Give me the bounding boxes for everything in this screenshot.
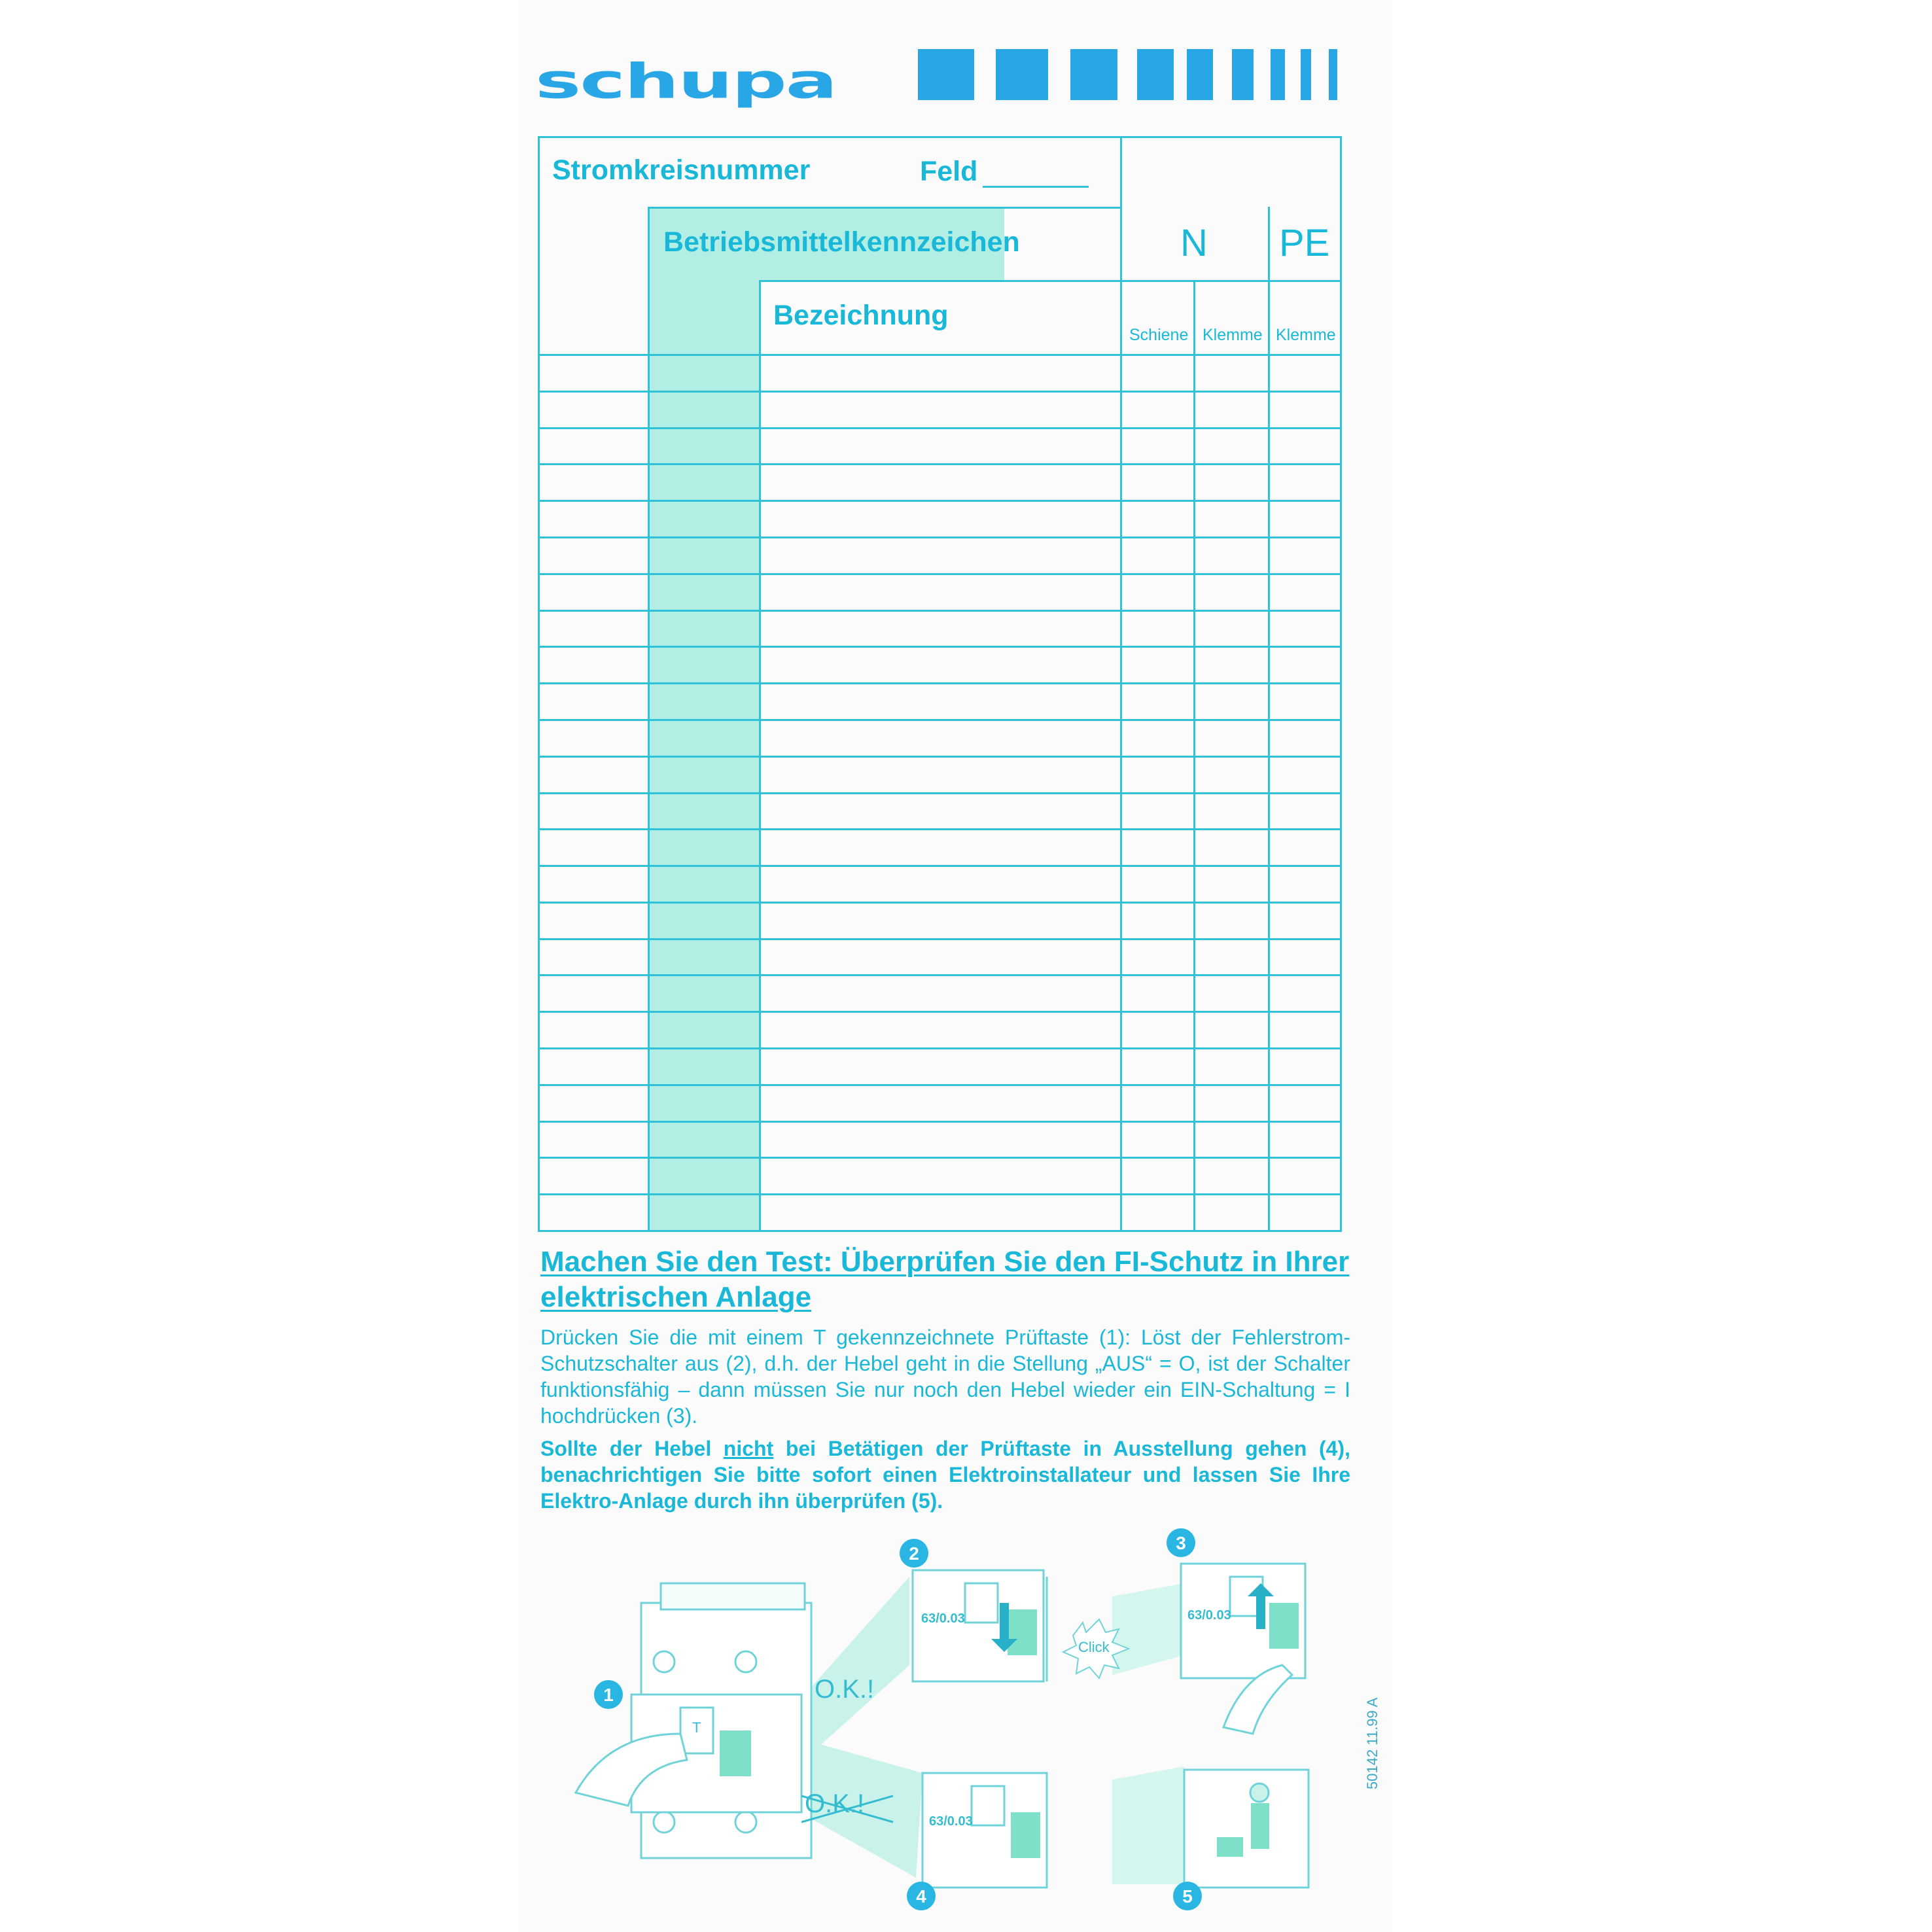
designation-label: Bezeichnung [773,300,949,331]
brand-logo: schupa [535,53,837,109]
emphasis-not: nicht [723,1437,774,1460]
neutral-terminal-label: Klemme [1203,326,1263,344]
neutral-rail-label: Schiene [1129,326,1189,344]
step-5-badge: 5 [1182,1886,1193,1906]
click-label: Click [1078,1639,1110,1655]
not-ok-label: O.K.! [805,1789,865,1818]
rcd-device-step3 [1181,1564,1305,1734]
device-rating-step2: 63/0.03 [921,1611,965,1626]
step-1-badge: 1 [603,1685,614,1705]
equipment-id-label: Betriebsmittelkennzeichen [663,226,1020,258]
test-instructions-text: Drücken Sie die mit einem T gekennzeichnete Prüftaste (1): Löst der Fehlerstrom-Schutzschalter aus (2), d.h. der Hebel geht in die Stellung „AUS“ = O, ist der Schalter funktionsfähig – dann müssen Sie nur noch den Hebel wieder ein EIN-Schaltung = I hochdrücken (3). [540,1326,1350,1428]
pe-terminal-label: Klemme [1276,326,1336,344]
field-label: Feld [920,156,978,187]
test-title: Machen Sie den Test: Überprüfen Sie den FI-Schutz in Ihrer elektrischen Anlage [540,1246,1350,1313]
step-2-badge: 2 [909,1543,919,1564]
protective-earth-label: PE [1279,222,1330,264]
device-rating-step4: 63/0.03 [929,1814,973,1829]
neutral-label: N [1180,222,1208,264]
step-4-badge: 4 [916,1886,926,1906]
test-button-symbol: T [692,1719,701,1736]
step-3-badge: 3 [1176,1533,1186,1553]
test-warning-text: Sollte der Hebel nicht bei Betätigen der Prüftaste in Ausstellung gehen (4), benachrichtigen Sie bitte sofort einen Elektroinstallateur und lassen Sie Ihre Elektro-Anlage durch ihn überprüfen (5). [540,1437,1350,1513]
installer-panel [1184,1770,1308,1888]
document-code: 50142 11.99 A [1364,1697,1380,1789]
rcd-device-step4 [922,1773,1047,1888]
rcd-device-step2 [913,1570,1047,1681]
device-rating-step3: 63/0.03 [1187,1608,1231,1623]
ok-label: O.K.! [815,1675,875,1704]
circuit-number-label: Stromkreisnummer [552,154,811,186]
